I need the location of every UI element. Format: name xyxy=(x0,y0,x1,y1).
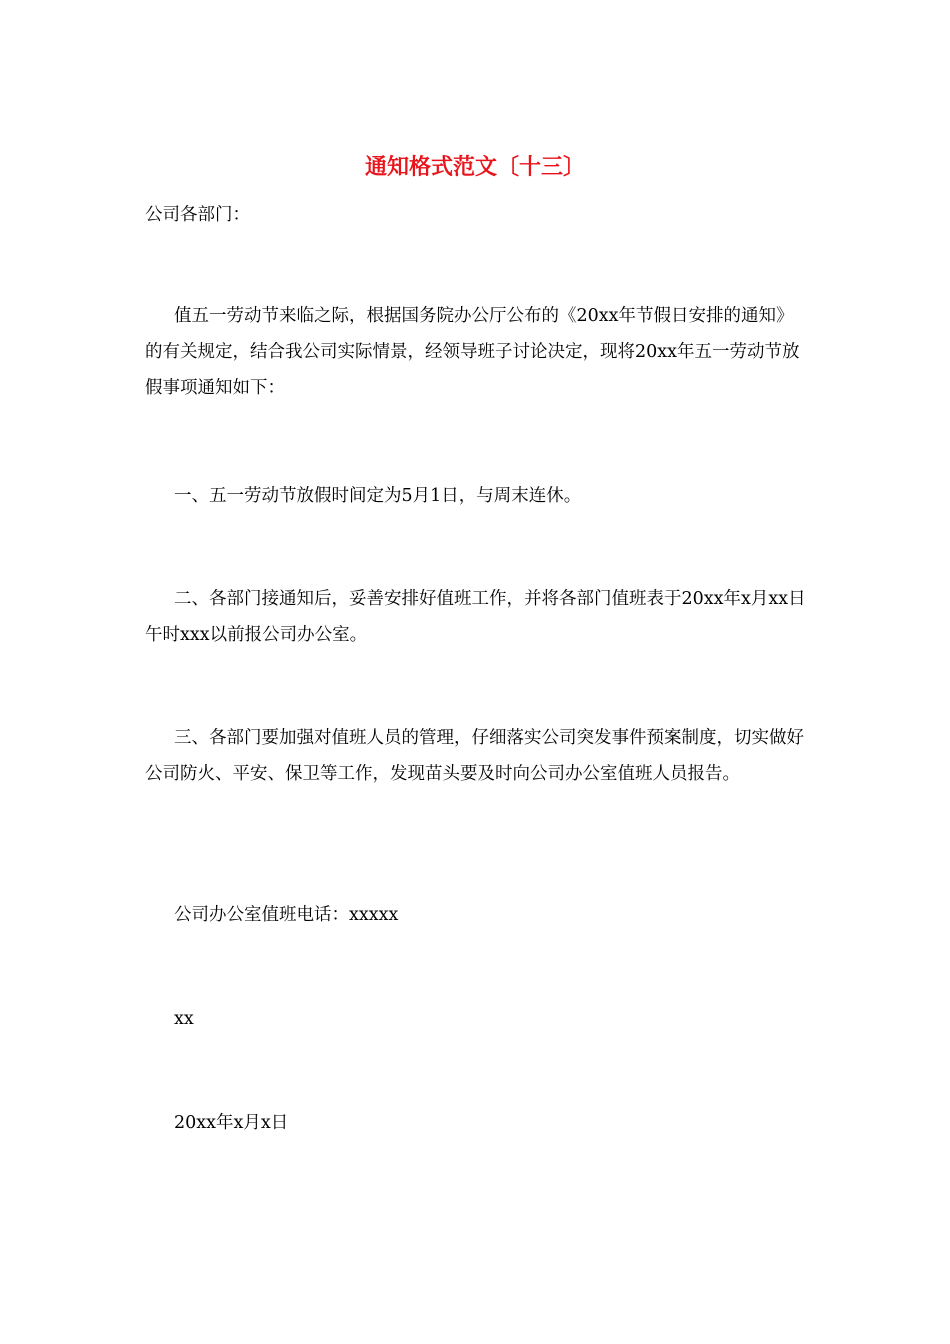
document-title: 通知格式范文〔十三〕 xyxy=(364,154,585,180)
item-paragraph-2: 二、各部门接通知后，妥善安排好值班工作，并将各部门值班表于20xx年x月xx日午时xxx以前报公司办公室。 xyxy=(145,589,806,645)
phone-line: 公司办公室值班电话：xxxxx xyxy=(174,905,399,925)
salutation: 公司各部门： xyxy=(145,205,250,225)
date-line: 20xx年x月x日 xyxy=(174,1113,289,1133)
intro-paragraph: 值五一劳动节来临之际，根据国务院办公厅公布的《20xx年节假日安排的通知》的有关规定，结合我公司实际情景，经领导班子讨论决定，现将20xx年五一劳动节放假事项通知如下： xyxy=(145,306,800,398)
signature: xx xyxy=(174,1009,194,1029)
item-paragraph-3: 三、各部门要加强对值班人员的管理，仔细落实公司突发事件预案制度，切实做好公司防火、平安、保卫等工作，发现苗头要及时向公司办公室值班人员报告。 xyxy=(145,728,804,784)
item-paragraph-1: 一、五一劳动节放假时间定为5月1日，与周末连休。 xyxy=(174,486,582,506)
